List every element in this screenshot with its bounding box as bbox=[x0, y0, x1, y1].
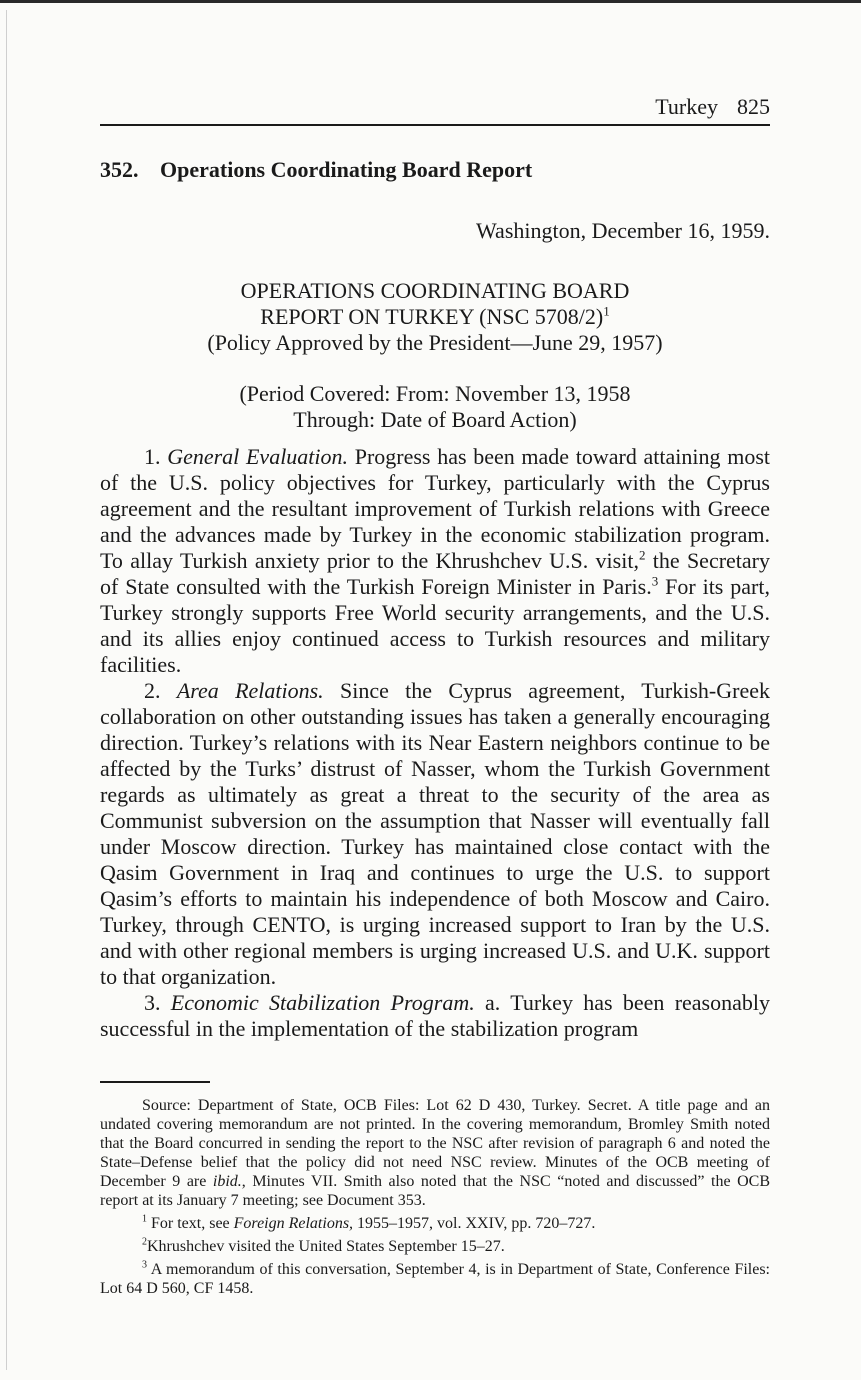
document-number: 352. bbox=[100, 157, 139, 182]
period-covered-from: (Period Covered: From: November 13, 1958 bbox=[239, 381, 631, 406]
paragraph-heading: General Evaluation. bbox=[167, 444, 349, 469]
page-top-edge bbox=[0, 0, 861, 3]
footnote-2: $^2$Khrushchev visited the United States September 15–27. bbox=[142, 1236, 505, 1255]
footnote-ref-1: 1 bbox=[603, 303, 610, 319]
footnote-3: $^3$ A memorandum of this conversation, September 4, is in Department of State, Conference Files: Lot 64 D 560, CF 1458. bbox=[100, 1259, 770, 1297]
running-head-title: Turkey bbox=[655, 94, 718, 119]
report-title-line3: (Policy Approved by the President—June 29, 1957) bbox=[207, 330, 663, 355]
paragraph-heading: Economic Stabilization Program. bbox=[170, 990, 475, 1015]
footnote-ref-2: 2 bbox=[638, 547, 646, 563]
source-note: Source: Department of State, OCB Files: Lot 62 D 430, Turkey. Secret. A title page and an undated covering memorandum are not printed. In the covering memorandum, Bromley Smith noted that the Board concurred in sending the report to the NSC after revision of paragraph 6 and noted the State–Defense belief that the policy did not need NSC review. Minutes of the OCB meeting of December 9 are ibid., Minutes VII. Smith also noted that the NSC “noted and discussed” the OCB report at its January 7 meeting; see Document 353. bbox=[100, 1097, 770, 1209]
period-covered-through: Through: Date of Board Action) bbox=[293, 407, 577, 432]
paragraph-heading: Area Relations. bbox=[176, 678, 324, 703]
footnotes bbox=[100, 1096, 770, 1302]
report-body bbox=[100, 444, 770, 1042]
document-heading bbox=[100, 157, 770, 183]
document-title: Operations Coordinating Board Report bbox=[160, 157, 533, 182]
paragraph-economic-stabilization: 3. Economic Stabilization Program. a. Turkey has been reasonably successful in the implementation of the stabilization program bbox=[100, 990, 770, 1041]
footnote-1: $^1$ For text, see Foreign Relations, 1955–1957, vol. XXIV, pp. 720–727. bbox=[142, 1213, 596, 1232]
paragraph-area-relations: 2. Area Relations. Since the Cyprus agreement, Turkish-Greek collaboration on other outstanding issues has taken a generally encouraging direction. Turkey’s relations with its Near Eastern neighbors continue to be affected by the Turks’ distrust of Nasser, whom the Turkish Government regards as ultimately as great a threat to the security of the area as Communist subversion on the assumption that Nasser will eventually fall under Moscow direction. Turkey has maintained close contact with the Qasim Government in Iraq and continues to urge the U.S. to support Qasim’s efforts to maintain his independence of both Moscow and Cairo. Turkey, through CENTO, is urging increased support to Iran by the U.S. and with other regional members is urging increased U.S. and U.K. support to that organization. bbox=[100, 678, 771, 989]
report-title-block bbox=[100, 278, 770, 356]
page-left-edge bbox=[6, 10, 7, 1370]
running-head bbox=[100, 92, 770, 126]
footnote-divider bbox=[100, 1081, 210, 1083]
period-covered-block bbox=[100, 381, 770, 433]
page-number: 825 bbox=[737, 94, 770, 119]
report-title-line2: REPORT ON TURKEY (NSC 5708/2)$^1$ bbox=[260, 303, 610, 329]
dateline: Washington, December 16, 1959. bbox=[476, 218, 770, 243]
paragraph-general-evaluation: 1. General Evaluation. Progress has been made toward attaining most of the U.S. policy objectives for Turkey, particularly with the Cyprus agreement and the resultant improvement of Turkish relations with Greece and the advances made by Turkey in the economic stabilization program. To allay Turkish anxiety prior to the Khrushchev U.S. visit,$^2$ the Secretary of State consulted with the Turkish Foreign Minister in Paris.$^3$ For its part, Turkey strongly supports Free World security arrangements, and the U.S. and its allies enjoy continued access to Turkish resources and military facilities. bbox=[100, 444, 771, 677]
footnote-ref-3: 3 bbox=[651, 573, 659, 589]
report-title-line1: OPERATIONS COORDINATING BOARD bbox=[240, 278, 630, 303]
